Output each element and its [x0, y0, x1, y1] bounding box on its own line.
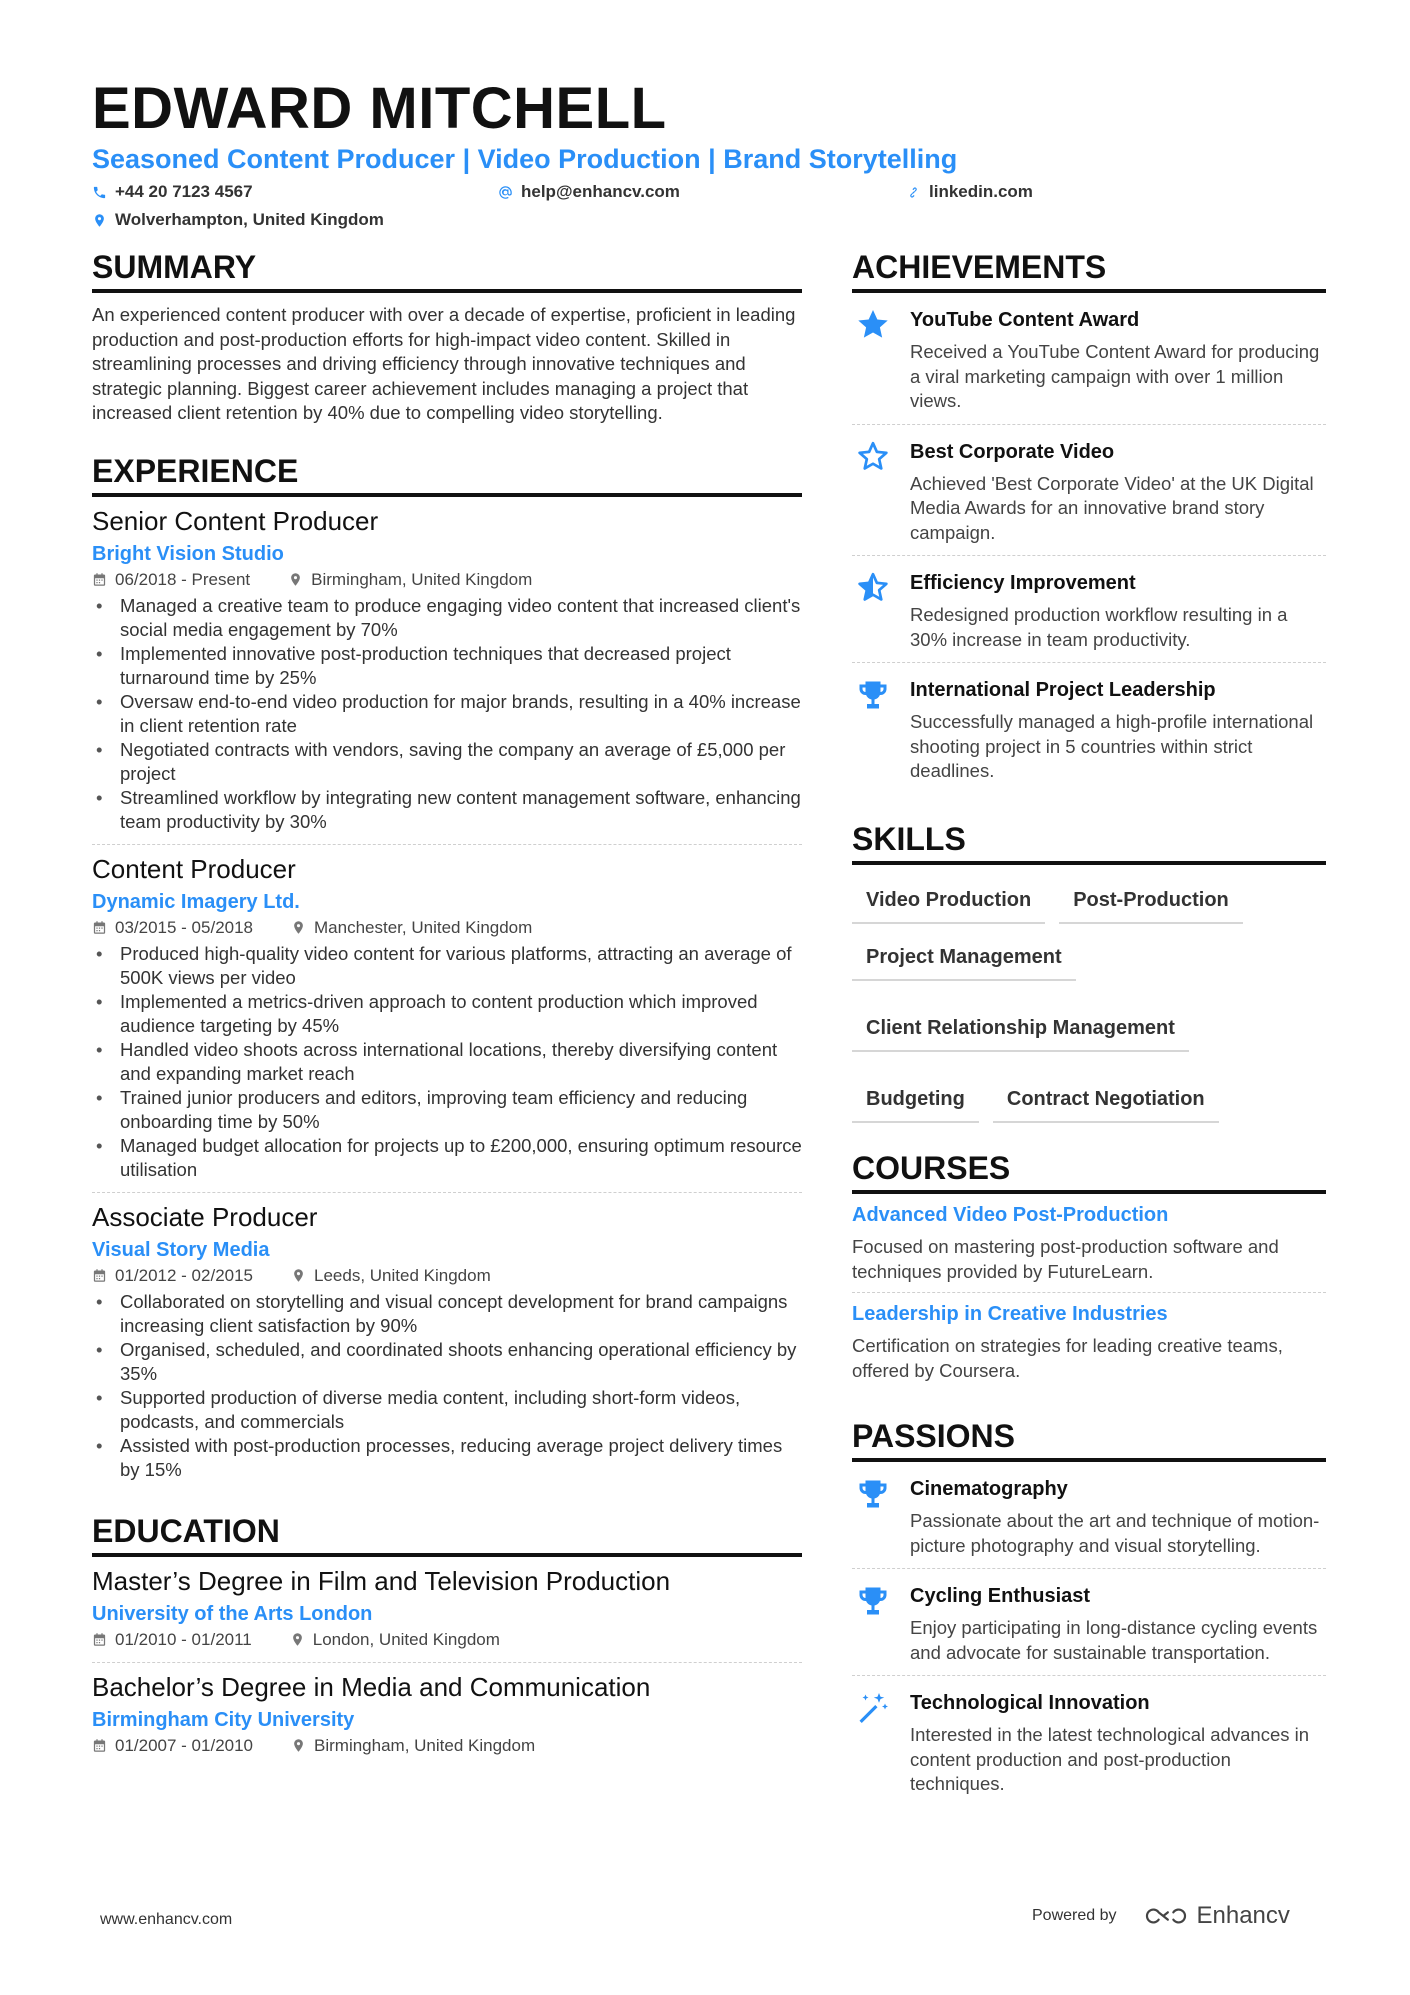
- calendar-icon: [92, 1632, 107, 1647]
- footer-website[interactable]: www.enhancv.com: [100, 1911, 233, 1928]
- job-meta: [92, 1266, 802, 1286]
- trophy-icon: [855, 1583, 891, 1619]
- company-name: Dynamic Imagery Ltd.: [92, 890, 300, 913]
- phone-icon: [92, 185, 107, 200]
- bullet-item: • Managed a creative team to produce engaging video content that increased client's social media engagement by 70%: [92, 594, 802, 642]
- education-meta: [92, 1630, 802, 1650]
- job-bullets: [92, 594, 802, 834]
- calendar-icon: [92, 1268, 107, 1283]
- education-location: London, United Kingdom: [312, 1629, 500, 1649]
- email-text[interactable]: help@enhancv.com: [521, 182, 680, 201]
- education-location: Birmingham, United Kingdom: [314, 1735, 536, 1755]
- skill-tag: Video Production: [852, 881, 1045, 924]
- job-location: Leeds, United Kingdom: [314, 1265, 491, 1285]
- enhancv-logo-icon: [1143, 1905, 1189, 1927]
- education-meta: [92, 1736, 802, 1756]
- passion-desc: Passionate about the art and technique of motion-picture photography and visual storytelling.: [910, 1510, 1320, 1556]
- bullet-item: • Trained junior producers and editors, improving team efficiency and reducing onboarding time by 50%: [92, 1086, 802, 1134]
- calendar-icon: [92, 1738, 107, 1753]
- left-column: [92, 250, 802, 1796]
- contact-linkedin[interactable]: [906, 182, 1033, 202]
- bullet-item: • Implemented a metrics-driven approach to content production which improved audience targeting by 45%: [92, 990, 802, 1038]
- achievement-title: Efficiency Improvement: [910, 572, 1136, 595]
- course-desc: Certification on strategies for leading creative teams, offered by Coursera.: [852, 1335, 1283, 1381]
- achievement-title: International Project Leadership: [910, 679, 1216, 702]
- job-title: Senior Content Producer: [92, 505, 379, 536]
- job-title: Content Producer: [92, 853, 296, 884]
- location-pin-icon: [92, 213, 107, 228]
- passion-item: [852, 1462, 1326, 1569]
- passion-desc: Enjoy participating in long-distance cycling events and advocate for sustainable transportation.: [910, 1617, 1318, 1663]
- achievement-item: [852, 663, 1326, 794]
- bullet-item: • Implemented innovative post-production techniques that decreased project turnaround time by 25%: [92, 642, 802, 690]
- achievement-item: [852, 556, 1326, 663]
- education-section: [92, 1514, 802, 1768]
- passion-title: Cinematography: [910, 1478, 1068, 1501]
- bullet-item: • Negotiated contracts with vendors, saving the company an average of £5,000 per project: [92, 738, 802, 786]
- school-name: Birmingham City University: [92, 1708, 355, 1731]
- experience-heading: EXPERIENCE: [92, 454, 802, 497]
- footer-branding: [1032, 1902, 1290, 1930]
- calendar-icon: [92, 920, 107, 935]
- calendar-icon: [92, 572, 107, 587]
- job-entry: [92, 855, 802, 1193]
- skill-tag: Project Management: [852, 938, 1076, 981]
- magic-wand-icon: [855, 1690, 891, 1726]
- brand-name: Enhancv: [1196, 1902, 1290, 1929]
- passions-heading: PASSIONS: [852, 1419, 1326, 1462]
- right-column: [852, 250, 1326, 1835]
- job-title: Associate Producer: [92, 1201, 318, 1232]
- education-dates: 01/2007 - 01/2010: [115, 1735, 254, 1755]
- at-icon: [498, 185, 513, 200]
- bullet-item: • Supported production of diverse media content, including short-form videos, podcasts, and commercials: [92, 1386, 802, 1434]
- company-name: Visual Story Media: [92, 1238, 270, 1261]
- course-item: [852, 1293, 1326, 1391]
- job-meta: [92, 918, 802, 938]
- location-pin-icon: [291, 920, 306, 935]
- education-heading: EDUCATION: [92, 1514, 802, 1557]
- skills-heading: SKILLS: [852, 822, 1326, 865]
- job-dates: 01/2012 - 02/2015: [115, 1265, 254, 1285]
- job-entry: [92, 1203, 802, 1492]
- phone-text: +44 20 7123 4567: [115, 182, 253, 201]
- summary-section: [92, 250, 802, 426]
- candidate-title: Seasoned Content Producer | Video Production | Brand Storytelling: [92, 144, 958, 174]
- bullet-item: • Produced high-quality video content for various platforms, attracting an average of 500K views per video: [92, 942, 802, 990]
- candidate-name: EDWARD MITCHELL: [92, 76, 667, 141]
- bullet-item: • Organised, scheduled, and coordinated shoots enhancing operational efficiency by 35%: [92, 1338, 802, 1386]
- skill-tag: Budgeting: [852, 1080, 979, 1123]
- powered-by-label: Powered by: [1032, 1907, 1117, 1924]
- location-pin-icon: [291, 1738, 306, 1753]
- link-icon: [906, 185, 921, 200]
- bullet-item: • Managed budget allocation for projects up to £200,000, ensuring optimum resource utilisation: [92, 1134, 802, 1182]
- school-name: University of the Arts London: [92, 1602, 373, 1625]
- passion-item: [852, 1676, 1326, 1807]
- achievement-title: Best Corporate Video: [910, 440, 1115, 463]
- achievement-desc: Successfully managed a high-profile international shooting project in 5 countries within strict deadlines.: [910, 711, 1314, 782]
- bullet-item: • Assisted with post-production processes, reducing average project delivery times by 15%: [92, 1434, 802, 1482]
- job-entry: [92, 507, 802, 845]
- bullet-item: • Oversaw end-to-end video production for major brands, resulting in a 40% increase in client retention rate: [92, 690, 802, 738]
- contact-email[interactable]: [498, 182, 680, 202]
- experience-section: [92, 454, 802, 1492]
- course-title: Leadership in Creative Industries: [852, 1303, 1168, 1326]
- achievement-item: [852, 293, 1326, 425]
- skill-tag: Client Relationship Management: [852, 1009, 1189, 1052]
- passions-section: [852, 1419, 1326, 1807]
- linkedin-text[interactable]: linkedin.com: [929, 182, 1033, 201]
- skills-list: [852, 881, 1326, 1123]
- achievement-desc: Received a YouTube Content Award for producing a viral marketing campaign with over 1 million views.: [910, 341, 1320, 412]
- star-half-icon: [855, 570, 891, 606]
- job-location: Birmingham, United Kingdom: [311, 569, 533, 589]
- contact-location: [92, 210, 384, 230]
- degree-title: Master’s Degree in Film and Television Production: [92, 1565, 671, 1596]
- achievement-item: [852, 425, 1326, 557]
- star-outline-icon: [855, 439, 891, 475]
- degree-title: Bachelor’s Degree in Media and Communication: [92, 1671, 651, 1702]
- passion-title: Cycling Enthusiast: [910, 1585, 1091, 1608]
- bullet-item: • Collaborated on storytelling and visual concept development for brand campaigns increasing client satisfaction by 90%: [92, 1290, 802, 1338]
- summary-heading: SUMMARY: [92, 250, 802, 293]
- bullet-item: • Handled video shoots across international locations, thereby diversifying content and expanding market reach: [92, 1038, 802, 1086]
- job-bullets: [92, 942, 802, 1182]
- achievement-title: YouTube Content Award: [910, 309, 1140, 332]
- courses-section: [852, 1151, 1326, 1391]
- job-location: Manchester, United Kingdom: [314, 917, 533, 937]
- contact-phone: [92, 182, 253, 202]
- education-entry: [92, 1567, 802, 1663]
- achievement-desc: Achieved 'Best Corporate Video' at the UK Digital Media Awards for an innovative brand story campaign.: [910, 472, 1314, 543]
- achievements-heading: ACHIEVEMENTS: [852, 250, 1326, 293]
- skills-section: [852, 822, 1326, 1123]
- achievement-desc: Redesigned production workflow resulting in a 30% increase in team productivity.: [910, 604, 1288, 650]
- location-pin-icon: [288, 572, 303, 587]
- job-meta: [92, 570, 802, 590]
- course-desc: Focused on mastering post-production software and techniques provided by FutureLearn.: [852, 1236, 1279, 1282]
- education-entry: [92, 1673, 802, 1768]
- courses-heading: COURSES: [852, 1151, 1326, 1194]
- job-bullets: [92, 1290, 802, 1482]
- star-filled-icon: [855, 307, 891, 343]
- job-dates: 03/2015 - 05/2018: [115, 917, 254, 937]
- passion-item: [852, 1569, 1326, 1676]
- trophy-icon: [855, 677, 891, 713]
- company-name: Bright Vision Studio: [92, 542, 284, 565]
- summary-text: An experienced content producer with over a decade of expertise, proficient in leading production and post-production efforts for high-impact video content. Skilled in streamlining processes and driving efficiency through innovative techniques and strategic planning. Biggest career achievement includes managing a project that increased client retention by 40% due to compelling video storytelling.: [92, 304, 796, 424]
- course-title: Advanced Video Post-Production: [852, 1204, 1169, 1227]
- skill-tag: Contract Negotiation: [993, 1080, 1219, 1123]
- skill-tag: Post-Production: [1059, 881, 1243, 924]
- passion-title: Technological Innovation: [910, 1692, 1150, 1715]
- trophy-icon: [855, 1476, 891, 1512]
- location-pin-icon: [290, 1632, 305, 1647]
- passion-desc: Interested in the latest technological advances in content production and post-production techniques.: [910, 1724, 1310, 1795]
- enhancv-logo[interactable]: [1143, 1902, 1290, 1930]
- job-dates: 06/2018 - Present: [115, 569, 251, 589]
- location-text: Wolverhampton, United Kingdom: [115, 210, 384, 229]
- achievements-section: [852, 250, 1326, 794]
- education-dates: 01/2010 - 01/2011: [115, 1629, 252, 1649]
- bullet-item: • Streamlined workflow by integrating new content management software, enhancing team productivity by 30%: [92, 786, 802, 834]
- course-item: [852, 1194, 1326, 1293]
- location-pin-icon: [291, 1268, 306, 1283]
